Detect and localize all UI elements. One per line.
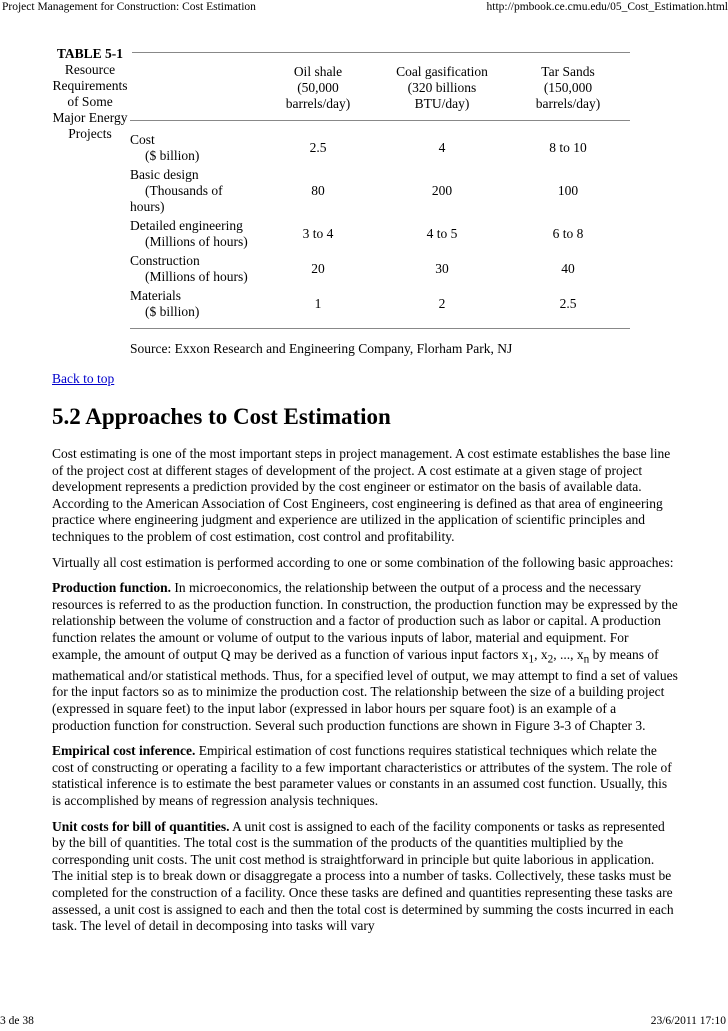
- caption-line: Requirements: [52, 78, 128, 93]
- table-cell: 8 to 10: [549, 140, 587, 155]
- paragraph-empirical-cost-inference: Empirical cost inference. Empirical estimation of cost functions requires statistical techniques which relate the cost of constructing or operating a facility to a few important characteristics or attributes of the system. The role of statistical inference is to estimate the best parameter values or constants in an assumed cost function. Usually, this is accomplished by means of regression analysis techniques.: [52, 743, 672, 808]
- page-count: 3 de 38: [0, 1015, 34, 1027]
- table-cell: 3 to 4: [302, 226, 334, 241]
- page-url: http://pmbook.ce.cmu.edu/05_Cost_Estimation.html: [486, 1, 728, 13]
- paragraph: Virtually all cost estimation is performed according to one or some combination of the following basic approaches:: [52, 554, 674, 570]
- table-cell: 6 to 8: [552, 226, 584, 241]
- table-cell: 100: [557, 183, 579, 198]
- term-heading: Empirical cost inference.: [52, 743, 196, 759]
- column-header-oil-shale: Oil shale (50,000 barrels/day): [285, 64, 351, 111]
- section-heading: 5.2 Approaches to Cost Estimation: [52, 404, 391, 429]
- table-cell: 1: [314, 296, 322, 311]
- table-cell: 2.5: [559, 296, 577, 311]
- table-cell: 200: [431, 183, 453, 198]
- table-source: Source: Exxon Research and Engineering Company, Florham Park, NJ: [130, 341, 513, 356]
- section-body: [52, 446, 678, 944]
- print-timestamp: 23/6/2011 17:10: [650, 1015, 726, 1027]
- row-label-construction: Construction (Millions of hours): [130, 253, 248, 284]
- caption-line: Projects: [68, 126, 112, 141]
- table-top-rule: [132, 52, 630, 53]
- term-heading: Unit costs for bill of quantities.: [52, 818, 230, 834]
- paragraph-unit-costs: Unit costs for bill of quantities. A unit cost is assigned to each of the facility components or tasks as represented by the bill of quantities. The total cost is the summation of the products of the quantities multiplied by the corresponding unit costs. The unit cost method is straightforward in principle but quite laborious in application. The initial step is to break down or disaggregate a process into a number of tasks. Collectively, these tasks must be completed for the construction of a facility. Once these tasks are defined and quantities representing these tasks are assessed, a unit cost is assigned to each and then the total cost is determined by summing the costs incurred in each task. The level of detail in decomposing into tasks will vary: [52, 818, 674, 934]
- term-heading: Production function.: [52, 580, 172, 596]
- table-cell: 2.5: [309, 140, 327, 155]
- column-header-coal-gasification: Coal gasification (320 billions BTU/day): [396, 64, 488, 111]
- table-cell: 30: [435, 261, 449, 276]
- table-cell: 4 to 5: [426, 226, 458, 241]
- table-cell: 2: [438, 296, 446, 311]
- paragraph: Cost estimating is one of the most important steps in project management. A cost estimate establishes the base line of the project cost at different stages of development of the project. A cost estimate at a given stage of project development represents a prediction provided by the cost engineer or estimator on the basis of available data. According to the American Association of Cost Engineers, cost engineering is defined as that area of engineering practice where engineering judgment and experience are utilized in the application of scientific principles and techniques to the problem of cost estimation, cost control and profitability.: [52, 446, 671, 544]
- table-bottom-rule: [130, 328, 630, 329]
- table-cell: 4: [438, 140, 446, 155]
- table-cell: 80: [311, 183, 325, 198]
- caption-line: of Some: [67, 94, 113, 109]
- table-cell: 40: [561, 261, 575, 276]
- table-header-rule: [130, 120, 630, 121]
- table-caption: [50, 46, 130, 142]
- browser-page-title: Project Management for Construction: Cost Estimation: [2, 1, 256, 13]
- table-number: TABLE 5-1: [56, 46, 124, 61]
- column-header-tar-sands: Tar Sands (150,000 barrels/day): [535, 64, 601, 111]
- row-label-cost: Cost ($ billion): [130, 132, 200, 163]
- row-label-basic-design: Basic design (Thousands of hours): [130, 167, 223, 214]
- paragraph-production-function: Production function. In microeconomics, the relationship between the output of a process and the necessary resources is referred to as the production function. In construction, the production function may be expressed by the relationship between the volume of construction and a factor of production such as labor or capital. A production function relates the amount or volume of output to the various inputs of labor, material and equipment. For example, the amount of output Q may be derived as a function of various input factors $x_1$, $x_2$, ..., $x_n$ by means of mathematical and/or statistical methods. Thus, for a specified level of output, we may attempt to find a set of values for the input factors so as to minimize the production cost. The relationship between the size of a building project (expressed in square feet) to the input labor (expressed in labor hours per square foot) is an example of a production function for construction. Several such production functions are shown in Figure 3-3 of Chapter 3.: [52, 580, 678, 733]
- back-to-top-link[interactable]: Back to top: [52, 371, 115, 386]
- row-label-detailed-engineering: Detailed engineering (Millions of hours): [130, 218, 248, 249]
- caption-line: Major Energy: [52, 110, 128, 125]
- table-cell: 20: [311, 261, 325, 276]
- caption-line: Resource: [64, 62, 116, 77]
- row-label-materials: Materials ($ billion): [130, 288, 200, 319]
